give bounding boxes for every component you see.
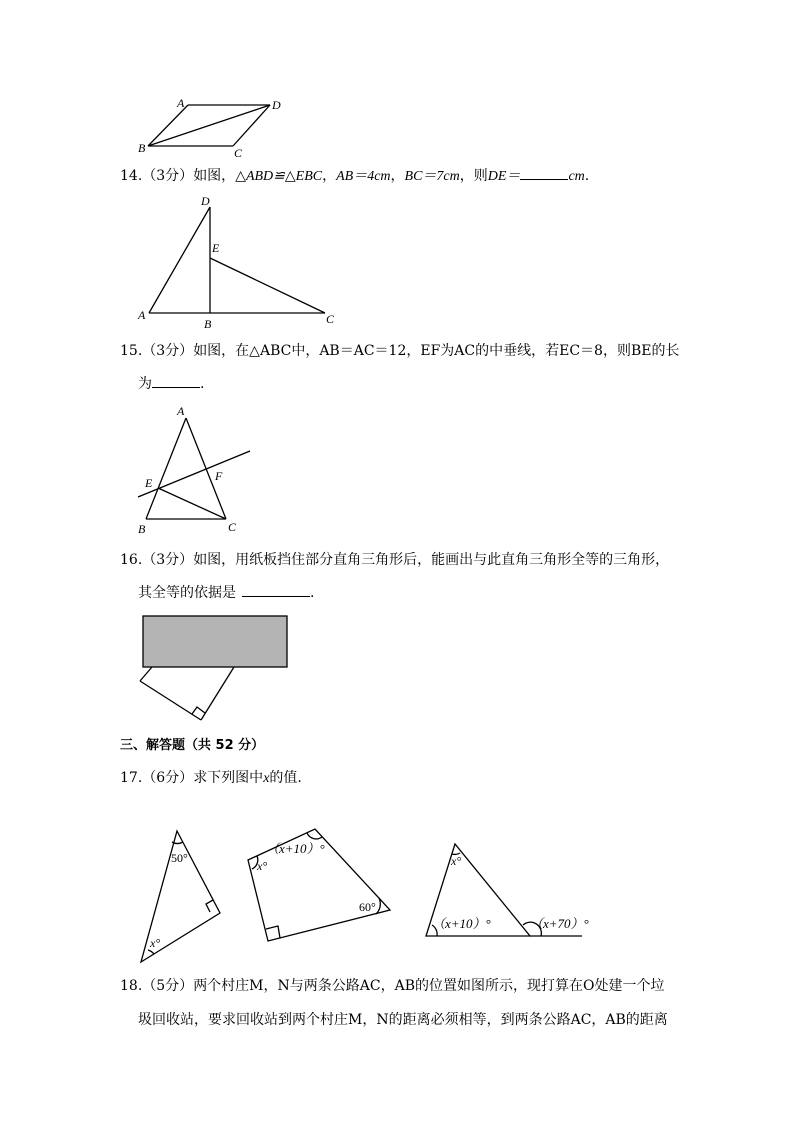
q14-bc: BC＝7cm xyxy=(404,169,460,184)
fig17-t1-top-arc xyxy=(172,842,183,843)
fig17-t2-top-angle: （x+10）° xyxy=(266,841,325,856)
q14-de: DE＝ xyxy=(487,169,521,184)
q18-text-2: 圾回收站，要求回收站到两个村庄M，N的距离必须相等，到两条公路AC，AB的距离 xyxy=(138,1012,668,1028)
q16-prefix: 其全等的依据是 xyxy=(138,585,236,601)
fig14-label-d: D xyxy=(201,194,210,208)
fig17-t1-right-angle xyxy=(206,900,213,912)
fig14-label-c: C xyxy=(326,312,335,326)
q15-score: （3分） xyxy=(142,343,194,359)
q16-number: 16. xyxy=(120,552,143,568)
q14-congruence: △ABD≌△EBC xyxy=(235,169,323,184)
fig17-t1-bottom-arc xyxy=(148,950,154,954)
fig13-label-b: B xyxy=(138,141,146,155)
fig13-label-c: C xyxy=(234,146,243,160)
q14-unit: cm xyxy=(568,169,585,184)
q14-comma2: ， xyxy=(390,168,405,184)
q14-intro: 如图， xyxy=(193,168,236,184)
q18-text-1: 两个村庄M，N与两条公路AC，AB的位置如图所示，现打算在O处建一个垃 xyxy=(193,978,665,994)
fig14-label-a: A xyxy=(138,308,146,322)
q14-comma1: ， xyxy=(322,168,337,184)
fig17-t2-right-angle: 60° xyxy=(359,900,376,914)
q16-text: 如图，用纸板挡住部分直角三角形后，能画出与此直角三角形全等的三角形， xyxy=(193,552,670,568)
fig15-label-c: C xyxy=(228,520,237,534)
q14-number: 14. xyxy=(120,168,143,184)
q14-then: ，则 xyxy=(459,168,488,184)
fig13-label-a: A xyxy=(177,96,185,110)
fig17-t1-top-angle: 50° xyxy=(171,851,188,865)
q15-period: . xyxy=(200,376,205,392)
q17-variable: x xyxy=(263,771,270,786)
fig15-label-b: B xyxy=(138,522,146,536)
fig17-t2-left-angle: x° xyxy=(257,859,268,873)
q16-period: . xyxy=(310,585,315,601)
fig17-t3-exterior-angle: （x+70）° xyxy=(530,916,589,931)
fig13-label-d: D xyxy=(272,98,281,112)
fig15-label-f: F xyxy=(215,469,223,483)
fig15-label-e: E xyxy=(145,476,153,490)
q18-number: 18. xyxy=(120,978,143,994)
fig14-label-b: B xyxy=(204,317,212,331)
q17-text-a: 求下列图中 xyxy=(193,770,264,786)
fig17-t3-inner-angle: （x+10）° xyxy=(432,916,491,931)
q15-number: 15. xyxy=(120,343,143,359)
q14-ab: AB＝4cm xyxy=(336,169,391,184)
q14-score: （3分） xyxy=(142,168,194,184)
fig14-label-e: E xyxy=(212,241,220,255)
q15-text: 如图，在△ABC中，AB＝AC＝12，EF为AC的中垂线，若EC＝8，则BE的长 xyxy=(193,343,680,359)
fig15-label-a: A xyxy=(177,404,185,418)
q18-score: （5分） xyxy=(142,978,194,994)
fig17-q-right-arc xyxy=(376,898,380,914)
question-18-line-2 xyxy=(138,1010,668,1030)
q15-prefix: 为 xyxy=(138,376,152,392)
q14-period: . xyxy=(584,168,590,184)
q17-text-b: 的值. xyxy=(269,770,302,786)
q17-number: 17. xyxy=(120,770,143,786)
fig17-q-right-angle xyxy=(266,926,280,938)
fig17-t1-bottom-angle: x° xyxy=(150,936,161,950)
section-3-heading: 三、解答题（共 52 分） xyxy=(120,738,265,753)
fig17-t3-top-angle: x° xyxy=(451,854,462,868)
question-18-line-1 xyxy=(120,976,664,996)
q17-score: （6分） xyxy=(142,770,194,786)
q16-score: （3分） xyxy=(142,552,194,568)
